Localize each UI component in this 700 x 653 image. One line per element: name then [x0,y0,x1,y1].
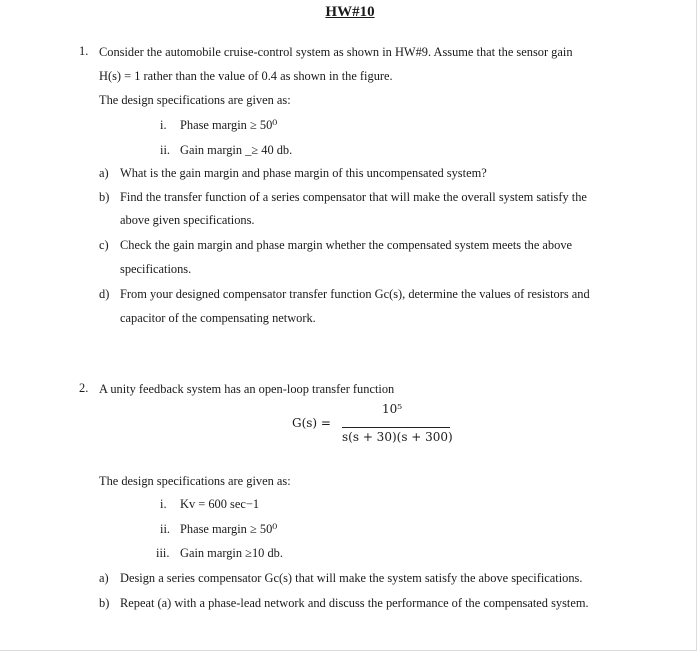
q2-part-b-text: Repeat (a) with a phase-lead network and discuss the performance of the compensated system. [120,596,589,610]
question-2-number: 2. [79,381,89,395]
q2-part-marker: b) [99,596,110,610]
question-2-intro: A unity feedback system has an open-loop transfer function [99,382,395,396]
q1-part-b-text-line-2: above given specifications. [120,213,255,227]
q2-spec-marker: ii. [160,522,170,536]
q1-part-c-text-line-2: specifications. [120,262,192,276]
transfer-function-equation [292,402,462,446]
q2-spec-marker: i. [160,497,167,511]
q1-spec-marker: i. [160,118,167,132]
q1-part-c-text-line-1: Check the gain margin and phase margin whether the compensated system meets the above [120,238,573,252]
q1-part-marker: a) [99,166,109,180]
q1-part-b-text-line-1: Find the transfer function of a series compensator that will make the overall system satisfy the [120,190,587,204]
q2-part-marker: a) [99,571,109,585]
page-title: HW#10 [325,4,375,20]
q2-spec-kv: Kv = 600 sec−1 [180,497,260,511]
question-1-intro-line-2: H(s) = 1 rather than the value of 0.4 as shown in the figure. [99,69,393,83]
q1-part-marker: c) [99,238,109,252]
question-1-intro-line-1: Consider the automobile cruise-control system as shown in HW#9. Assume that the sensor gain [99,45,573,59]
fraction-bar [342,427,450,428]
question-1-spec-intro: The design specifications are given as: [99,93,291,107]
q1-part-d-text-line-1: From your designed compensator transfer function Gc(s), determine the values of resistors and [120,287,590,301]
q2-part-a-text: Design a series compensator Gc(s) that will make the system satisfy the above specifications. [120,571,583,585]
equation-lhs: G(s) = [292,416,331,430]
q2-spec-phase-margin: Phase margin ≥ 50⁰ [180,522,278,536]
q1-part-marker: d) [99,287,110,301]
q1-part-a-text: What is the gain margin and phase margin of this uncompensated system? [120,166,487,180]
equation-denominator: s(s + 30)(s + 300) [342,430,453,444]
question-1-number: 1. [79,44,89,58]
q1-spec-marker: ii. [160,143,170,157]
equation-numerator: 10⁵ [382,402,403,416]
q2-spec-marker: iii. [156,546,170,560]
q1-part-marker: b) [99,190,110,204]
question-2-spec-intro: The design specifications are given as: [99,474,291,488]
q1-spec-phase-margin: Phase margin ≥ 50⁰ [180,118,278,132]
q2-spec-gain-margin: Gain margin ≥10 db. [180,546,283,560]
q1-spec-gain-margin: Gain margin _≥ 40 db. [180,143,293,157]
q1-part-d-text-line-2: capacitor of the compensating network. [120,311,316,325]
